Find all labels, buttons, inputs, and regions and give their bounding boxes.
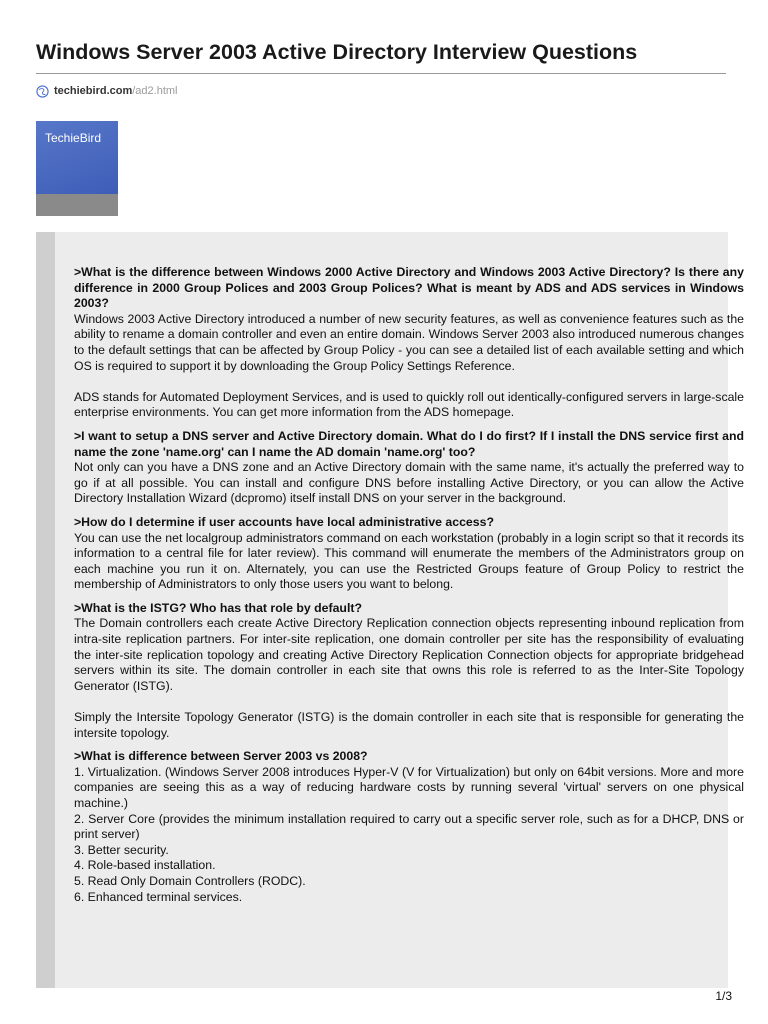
list-item: 6. Enhanced terminal services. xyxy=(74,889,243,904)
answer-3-para-1: You can use the net localgroup administrators command on each workstation (probably in a login script so that it records its information to a central file for later review). This command will enumerate the members of the Administrators group on each machine you run it on. Alternately, you can use the Restricted Groups feature of Group Policy to restrict the membership of Administrators to only those users you want to belong. xyxy=(74,530,744,592)
logo-text: TechieBird xyxy=(36,121,118,194)
question-3: >How do I determine if user accounts have local administrative access? xyxy=(74,514,494,529)
list-item: 3. Better security. xyxy=(74,842,169,857)
list-item: 2. Server Core (provides the minimum installation required to carry out a specific server role, such as for a DHCP, DNS or print server) xyxy=(74,811,744,842)
answer-4-para-2: Simply the Intersite Topology Generator (ISTG) is the domain controller in each site that is responsible for generating the intersite topology. xyxy=(74,710,744,740)
globe-icon xyxy=(36,85,49,98)
list-item: 5. Read Only Domain Controllers (RODC). xyxy=(74,873,306,888)
source-path[interactable]: /ad2.html xyxy=(132,85,178,97)
question-5: >What is difference between Server 2003 vs 2008? xyxy=(74,749,368,764)
article-left-bar xyxy=(36,232,55,988)
answer-4-para-1: The Domain controllers each create Active Directory Replication connection objects representing inbound replication from intra-site replication partners. For inter-site replication, one domain controller per site has the responsibility of evaluating the inter-site replication topology and creating Active Directory Replication Connection objects for appropriate bridgehead servers within its site. The domain controller in each site that owns this role is referred to as the Inter-Site Topology Generator (ISTG). xyxy=(74,616,744,693)
answer-1-para-1: Windows 2003 Active Directory introduced a number of new security features, as well as convenience features such as the ability to rename a domain controller and even an entire domain. Windows Server 2003 also introduced numerous changes to the default settings that can be affected by Group Policy - you can see a detailed list of each available setting and which OS is required to support it by downloading the Group Policy Settings Reference. xyxy=(74,311,744,373)
page-title: Windows Server 2003 Active Directory Interview Questions xyxy=(36,40,638,64)
source-domain[interactable]: techiebird.com xyxy=(54,85,133,97)
answer-1-para-2: ADS stands for Automated Deployment Services, and is used to quickly roll out identically-configured servers in large-scale enterprise environments. You can get more information from the ADS homepage. xyxy=(74,389,744,420)
question-1: >What is the difference between Windows 2000 Active Directory and Windows 2003 Active Directory? Is there any difference in 2000 Group Polices and 2003 Group Polices? What is meant by ADS and ADS services in Windows 2003? xyxy=(74,265,744,311)
question-4: >What is the ISTG? Who has that role by default? xyxy=(74,600,362,615)
list-item: 1. Virtualization. (Windows Server 2008 introduces Hyper-V (V for Virtualization) but only on 64bit versions. More and more companies are seeing this as a way of reducing hardware costs by running several 'virtual' servers on one physical machine.) xyxy=(74,764,744,810)
title-divider xyxy=(36,73,726,74)
answer-2-para-1: Not only can you have a DNS zone and an Active Directory domain with the same name, it's actually the preferred way to go if at all possible. You can install and configure DNS before installing Active Directory, or you can allow the Active Directory Installation Wizard (dcpromo) itself install DNS on your server in the background. xyxy=(74,460,744,506)
article-body xyxy=(74,265,744,905)
page-indicator: 1/3 xyxy=(715,989,732,1003)
list-item: 4. Role-based installation. xyxy=(74,858,216,873)
logo-shadow-bar xyxy=(36,194,118,216)
source-line xyxy=(36,81,178,101)
question-2: >I want to setup a DNS server and Active Directory domain. What do I do first? If I install the DNS service first and name the zone 'name.org' can I name the AD domain 'name.org' too? xyxy=(74,428,744,459)
article-panel xyxy=(36,232,744,988)
site-logo xyxy=(36,121,118,216)
